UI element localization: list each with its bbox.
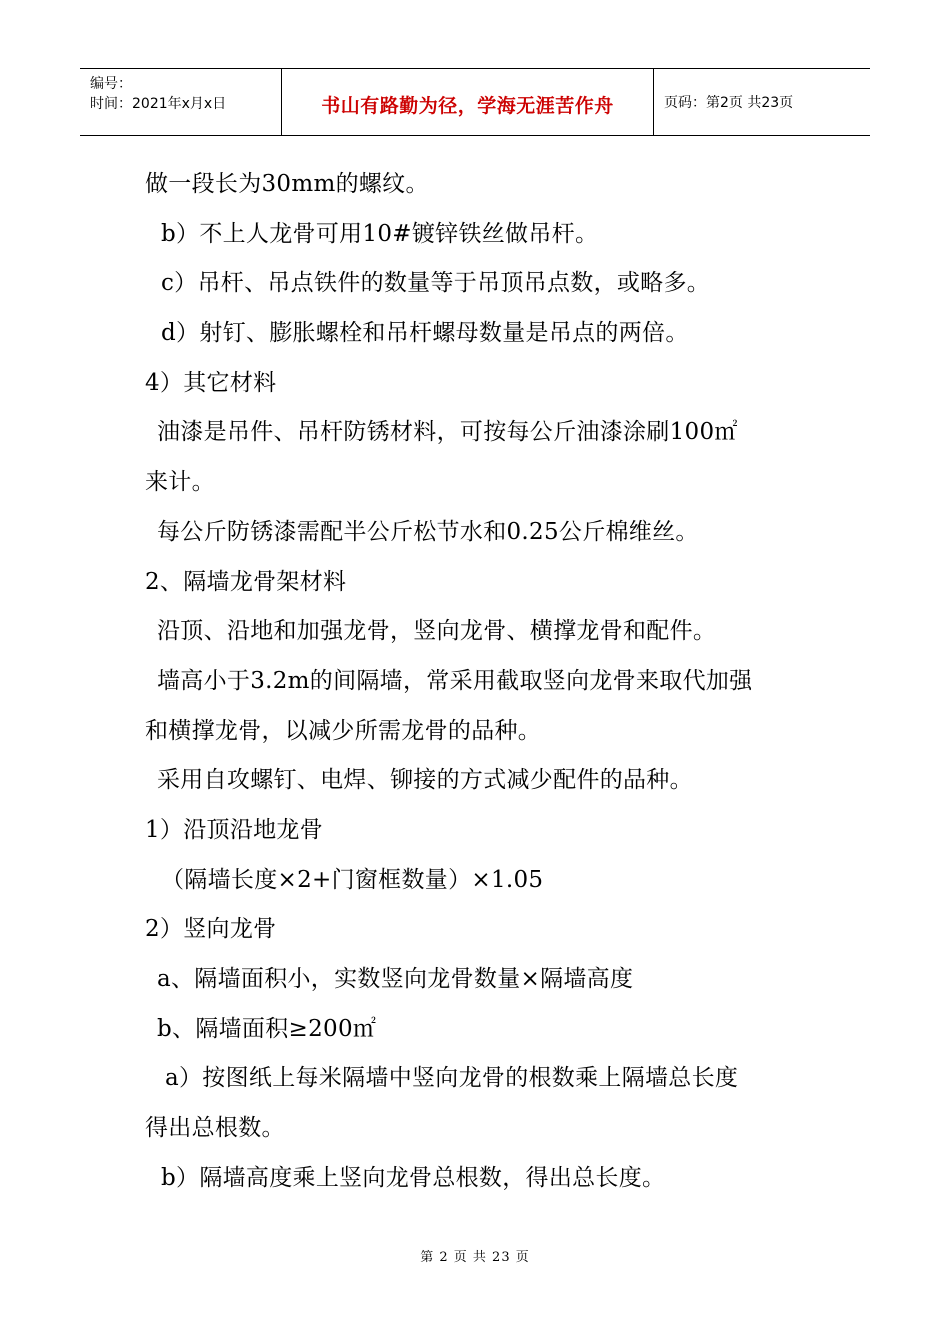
- body-line: 1）沿顶沿地龙骨: [145, 816, 324, 843]
- body-line: 采用自攻螺钉、电焊、铆接的方式减少配件的品种。: [157, 767, 693, 794]
- body-line: b、隔墙面积≥200㎡: [157, 1015, 377, 1042]
- body-line: 2）竖向龙骨: [145, 916, 277, 943]
- body-line: 每公斤防锈漆需配半公斤松节水和0.25公斤棉维丝。: [157, 518, 699, 545]
- body-line: d）射钉、膨胀螺栓和吊杆螺母数量是吊点的两倍。: [161, 320, 689, 347]
- body-line: a、隔墙面积小，实数竖向龙骨数量×隔墙高度: [157, 966, 634, 992]
- header-motto-cell: [282, 69, 654, 135]
- document-body: [145, 160, 815, 1203]
- header-page-info: 页码：第2页 共23页: [664, 95, 794, 111]
- body-line: 来计。: [145, 469, 215, 496]
- document-header: [80, 68, 870, 136]
- body-line: 和横撑龙骨，以减少所需龙骨的品种。: [145, 717, 542, 744]
- body-line: 得出总根数。: [145, 1115, 285, 1142]
- page-footer: 第 2 页 共 23 页: [420, 1250, 530, 1265]
- body-line: c）吊杆、吊点铁件的数量等于吊顶吊点数，或略多。: [161, 270, 711, 297]
- body-line: 油漆是吊件、吊杆防锈材料，可按每公斤油漆涂刷100㎡: [157, 419, 738, 446]
- body-line: b）隔墙高度乘上竖向龙骨总根数，得出总长度。: [161, 1164, 666, 1191]
- document-time-label: 时间：2021年x月x日: [90, 96, 227, 112]
- document-number-label: 编号：: [90, 76, 132, 92]
- header-meta-cell: [80, 69, 282, 135]
- header-page-cell: [654, 69, 870, 135]
- body-line: 2、隔墙龙骨架材料: [145, 568, 347, 595]
- body-line: 墙高小于3.2m的间隔墙，常采用截取竖向龙骨来取代加强: [157, 667, 753, 694]
- body-line: 做一段长为30mm的螺纹。: [145, 171, 429, 197]
- body-line: a）按图纸上每米隔墙中竖向龙骨的根数乘上隔墙总长度: [165, 1065, 739, 1092]
- header-motto: 书山有路勤为径，学海无涯苦作舟: [321, 94, 614, 117]
- body-line: 沿顶、沿地和加强龙骨，竖向龙骨、横撑龙骨和配件。: [157, 618, 717, 645]
- body-line: 4）其它材料: [145, 369, 277, 396]
- body-line: b）不上人龙骨可用10#镀锌铁丝做吊杆。: [161, 220, 599, 247]
- body-line: （隔墙长度×2+门窗框数量）×1.05: [161, 866, 544, 893]
